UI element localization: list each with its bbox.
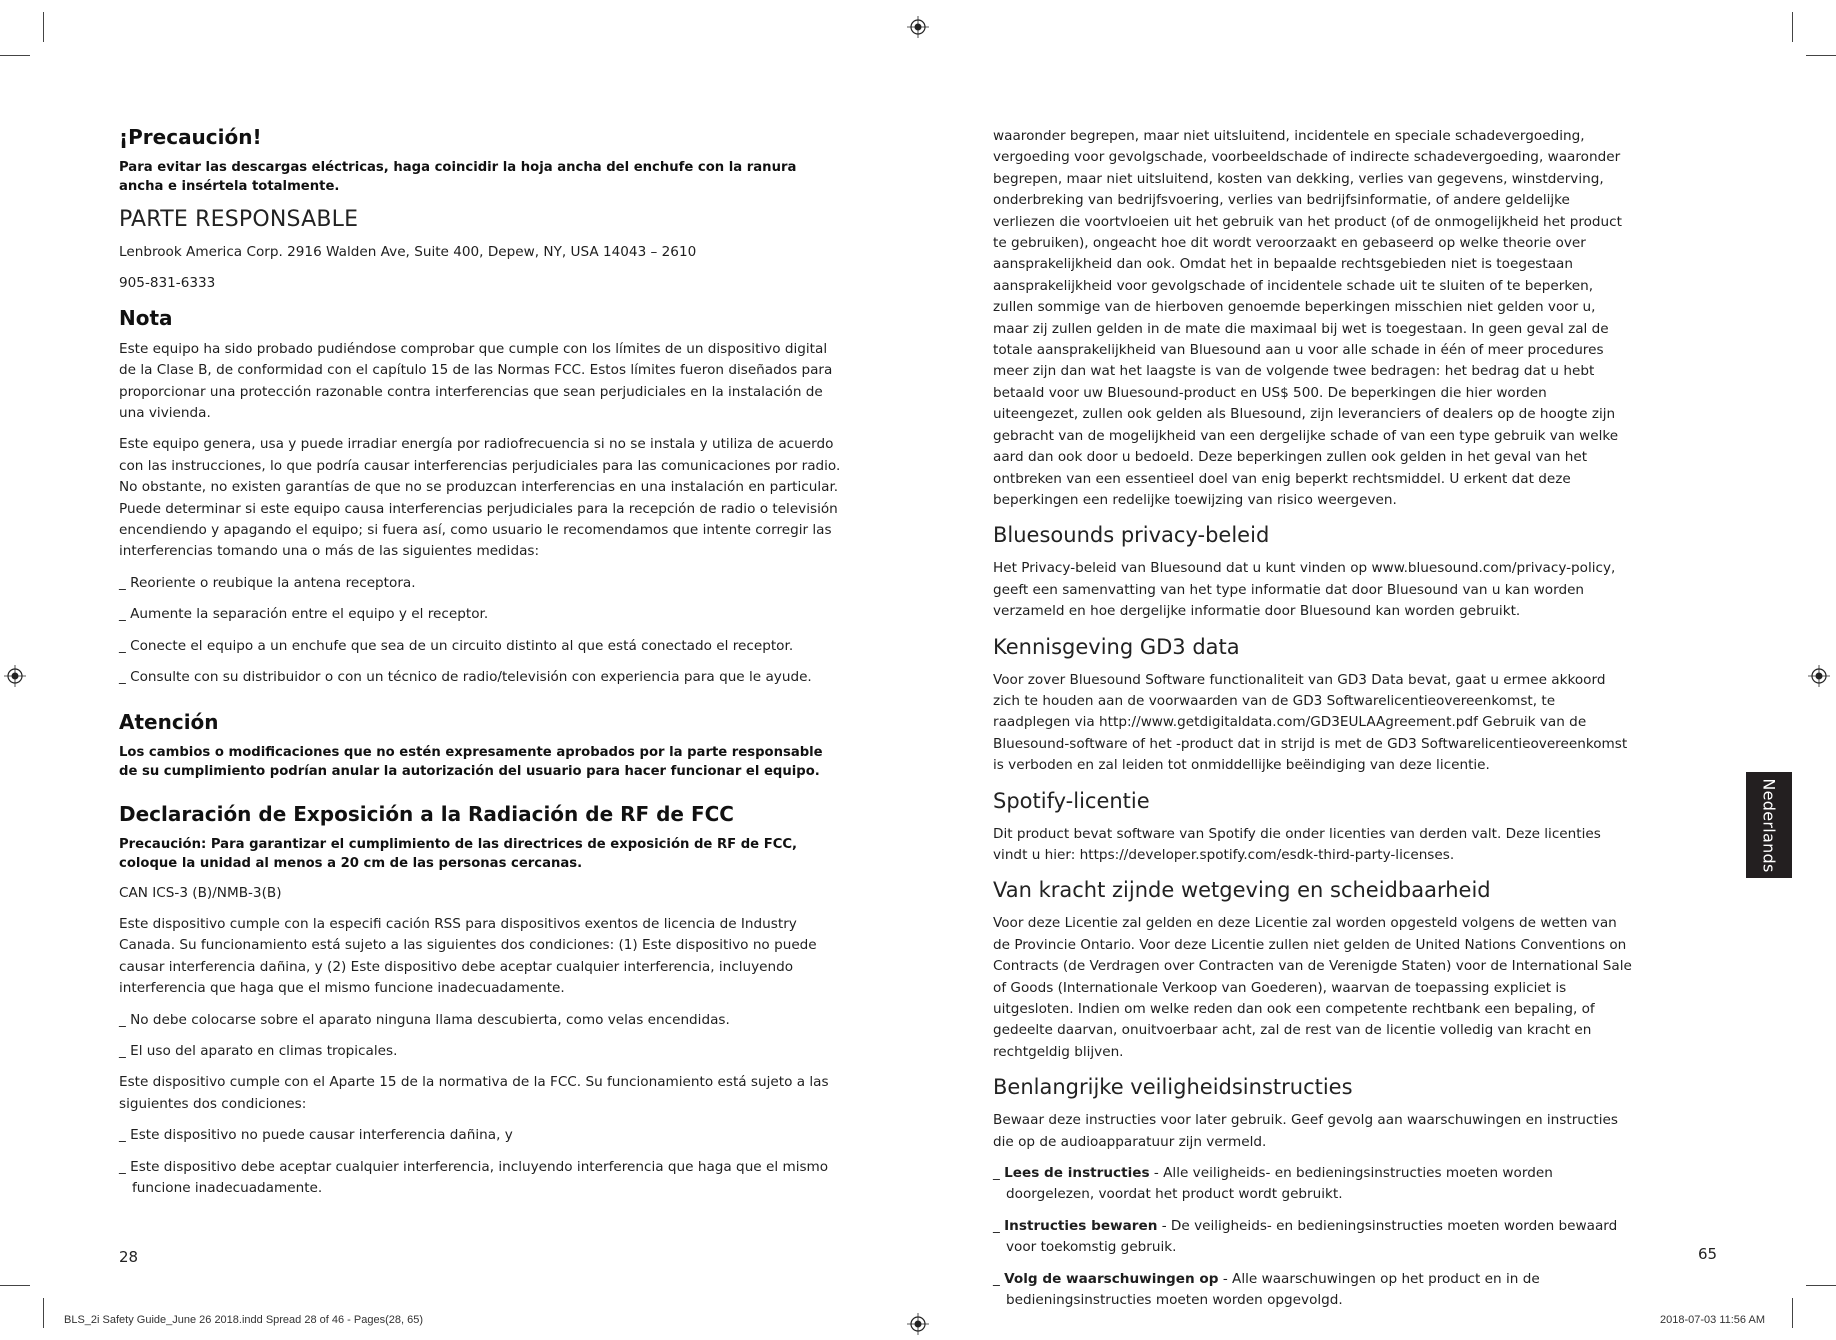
law-title: Van kracht zijnde wetgeving en scheidbaarheid [993, 878, 1491, 903]
nota-title: Nota [119, 305, 173, 330]
footer-file-info: BLS_2i Safety Guide_June 26 2018.indd Spread 28 of 46 - Pages(28, 65) [64, 1314, 423, 1326]
left-column [119, 124, 841, 1209]
nota-paragraph-1: Este equipo ha sido probado pudiéndose comprobar que cumple con los límites de un dispositivo digital de la Clase B, de conformidad con el capítulo 15 de las Normas FCC. Estos límites fueron diseñados para proporcionar una protección razonable contra interferencias que sean perjudiciales en la instalación de una vivienda. [119, 340, 833, 422]
safety-item: _ Volg de waarschuwingen op - Alle waarschuwingen op het product en in de bedieningsinstructies moeten worden opgevolgd. [993, 1270, 1540, 1309]
safety-item-label: Volg de waarschuwingen op [1004, 1270, 1219, 1287]
caution-text: Para evitar las descargas eléctricas, haga coincidir la hoja ancha del enchufe con la ranura ancha e insértela totalmente. [119, 160, 797, 194]
atencion-title: Atención [119, 709, 219, 734]
gd3-text: Voor zover Bluesound Software functionaliteit van GD3 Data bevat, gaat u ermee akkoord zich te houden aan de voorwaarden van de GD3 Softwarelicentieovereenkomst, te raadplegen via http://www.getdigitaldata.com/GD3EULAAgreement.pdf Gebruik van de Bluesound-software of het -product dat in strijd is met de GD3 Softwarelicentieovereenkomst is verboden en zal leiden tot onmiddellijke beëindiging van deze licentie. [993, 671, 1628, 774]
measure-item: _ Reoriente o reubique la antena receptora. [119, 574, 416, 591]
footer-timestamp: 2018-07-03 11:56 AM [1660, 1314, 1765, 1326]
can-ics: CAN ICS-3 (B)/NMB-3(B) [119, 884, 282, 901]
privacy-text: Het Privacy-beleid van Bluesound dat u kunt vinden op www.bluesound.com/privacy-policy, geeft een samenvatting van het type informatie dat door Bluesound van u kan worden verzameld en hoe dergelijke informatie door Bluesound kan worden gebruikt. [993, 560, 1616, 620]
rf-exposure-title: Declaración de Exposición a la Radiación de RF de FCC [119, 801, 734, 826]
language-tab [1746, 772, 1792, 878]
right-column [993, 126, 1633, 1321]
right-page [918, 0, 1836, 1340]
gd3-title: Kennisgeving GD3 data [993, 634, 1240, 659]
warning-item: _ No debe colocarse sobre el aparato ninguna llama descubierta, como velas encendidas. [119, 1011, 730, 1028]
measure-item: _ Conecte el equipo a un enchufe que sea de un circuito distinto al que está conectado el receptor. [119, 637, 794, 654]
safety-item-text: - Alle veiligheids- en bedieningsinstructies moeten worden doorgelezen, voordat het product wordt gebruikt. [1006, 1165, 1553, 1203]
safety-title: Benlangrijke veiligheidsinstructies [993, 1075, 1353, 1100]
safety-text: Bewaar deze instructies voor later gebruik. Geef gevolg aan waarschuwingen en instructies die op de audioapparatuur zijn vermeld. [993, 1112, 1618, 1150]
measure-item: _ Consulte con su distribuidor o con un técnico de radio/televisión con experiencia para que le ayude. [119, 669, 812, 686]
condition-item: _ Este dispositivo no puede causar interferencia dañina, y [119, 1127, 513, 1144]
measure-item: _ Aumente la separación entre el equipo y el receptor. [119, 606, 489, 623]
safety-item-label: Instructies bewaren [1004, 1217, 1158, 1234]
rf-exposure-text: Precaución: Para garantizar el cumplimiento de las directrices de exposición de RF de FCC, coloque la unidad al menos a 20 cm de las personas cercanas. [119, 836, 798, 871]
liability-paragraph: waaronder begrepen, maar niet uitsluitend, incidentele en speciale schadevergoeding, vergoeding voor gevolgschade, voorbeeldschade of indirecte schadevergoeding, waaronder begrepen, maar niet uitsluitend, kosten van dekking, verlies van gegevens, winstderving, onderbreking van bedrijfsvoering, verlies van bedrijfsinformatie, of andere geldelijke verliezen die voortvloeien uit het gebruik van het product (of de onmogelijkheid het product te gebruiken), ongeacht hoe dit wordt veroorzaakt en gebaseerd op welke theorie over aansprakelijkheid dan ook. Omdat het in bepaalde rechtsgebieden niet is toegestaan aansprakelijkheid voor gevolgschade of incidentele schade uit te sluiten of te beperken, zullen sommige van de hierboven genoemde beperkingen misschien niet gelden voor u, maar zij zullen gelden in de mate die maximaal bij wet is toegestaan. In geen geval zal de totale aansprakelijkheid van Bluesound aan u voor alle schade in één of meer procedures meer zijn dan wat het laagste is van de volgende twee bedragen: het bedrag dat u hebt betaald voor uw Bluesound-product en US$ 500. De beperkingen die hier worden uiteengezet, zullen ook gelden als Bluesound, zijn leveranciers of dealers op de hoogte zijn gebracht van de mogelijkheid van een dergelijke schade of van een type gebruik van welke aard dan ook door u bedoeld. Deze beperkingen zullen ook gelden in het geval van het ontbreken van een essentieel doel van enig beperkt rechtsmiddel. U erkent dat deze beperkingen een redelijke toewijzing van risico weergeven. [993, 128, 1622, 508]
fcc15-text: Este dispositivo cumple con el Aparte 15 de la normativa de la FCC. Su funcionamiento está sujeto a las siguientes dos condiciones: [119, 1074, 829, 1112]
condition-item: _ Este dispositivo debe aceptar cualquier interferencia, incluyendo interferencia que haga que el mismo funcione inadecuadamente. [119, 1158, 829, 1196]
nota-paragraph-2: Este equipo genera, usa y puede irradiar energía por radiofrecuencia si no se instala y utiliza de acuerdo con las instrucciones, lo que podría causar interferencias perjudiciales para las comunicaciones por radio. No obstante, no existen garantías de que no se produzcan interferencias en una instalación en particular. Puede determinar si este equipo causa interferencias perjudiciales para la recepción de radio o televisión encendiendo y apagando el equipo; si fuera así, como usuario le recomendamos que intente corregir las interferencias tomando una o más de las siguientes medidas: [119, 436, 841, 560]
atencion-text: Los cambios o modificaciones que no estén expresamente aprobados por la parte responsable de su cumplimiento podrían anular la autorización del usuario para hacer funcionar el equipo. [119, 744, 823, 779]
law-text: Voor deze Licentie zal gelden en deze Licentie zal worden opgesteld volgens de wetten van de Provincie Ontario. Voor deze Licentie zullen niet gelden de United Nations Conventions on Contracts (de Verdragen over Contracten van de Verenigde Staten) voor de International Sale of Goods (Internationale Verkoop van Goederen), waarvan de toepassing expliciet is uitgesloten. Indien om welke reden dan ook een competente rechtbank een bepaling, of gedeelte daarvan, onuitvoerbaar acht, zal de rest van de licentie volledig van kracht en rechtgeldig blijven. [993, 915, 1632, 1060]
language-tab-label: Nederlands [1759, 777, 1779, 873]
privacy-title: Bluesounds privacy-beleid [993, 523, 1270, 548]
spotify-text: Dit product bevat software van Spotify die onder licenties van derden valt. Deze licenties vindt u hier: https://developer.spotify.com/esdk-third-party-licenses. [993, 825, 1601, 863]
safety-item-label: Lees de instructies [1004, 1165, 1150, 1182]
safety-item: _ Lees de instructies - Alle veiligheids- en bedieningsinstructies moeten worden doorgelezen, voordat het product wordt gebruikt. [993, 1165, 1553, 1203]
caution-title: ¡Precaución! [119, 125, 262, 149]
address: Lenbrook America Corp. 2916 Walden Ave, Suite 400, Depew, NY, USA 14043 – 2610 [119, 244, 697, 260]
warning-item: _ El uso del aparato en climas tropicales. [119, 1042, 398, 1059]
safety-item: _ Instructies bewaren - De veiligheids- en bedieningsinstructies moeten worden bewaard voor toekomstig gebruik. [993, 1217, 1618, 1256]
rss-text: Este dispositivo cumple con la especifi cación RSS para dispositivos exentos de licencia de Industry Canada. Su funcionamiento está sujeto a las siguientes dos condiciones: (1) Este dispositivo no puede causar interferencia dañina, y (2) Este dispositivo debe aceptar cualquier interferencia, incluyendo interferencia que haga que el mismo funcione inadecuadamente. [119, 915, 817, 997]
safety-item-text: - Alle waarschuwingen op het product en in de bedieningsinstructies moeten worden opgevolgd. [1006, 1270, 1540, 1309]
page-number-left: 28 [119, 1248, 139, 1266]
safety-item-text: - De veiligheids- en bedieningsinstructies moeten worden bewaard voor toekomstig gebruik. [1006, 1217, 1618, 1256]
phone: 905-831-6333 [119, 275, 216, 292]
spotify-title: Spotify-licentie [993, 788, 1150, 813]
page-number-right: 65 [1698, 1245, 1718, 1263]
responsible-party-title: PARTE RESPONSABLE [119, 207, 359, 232]
